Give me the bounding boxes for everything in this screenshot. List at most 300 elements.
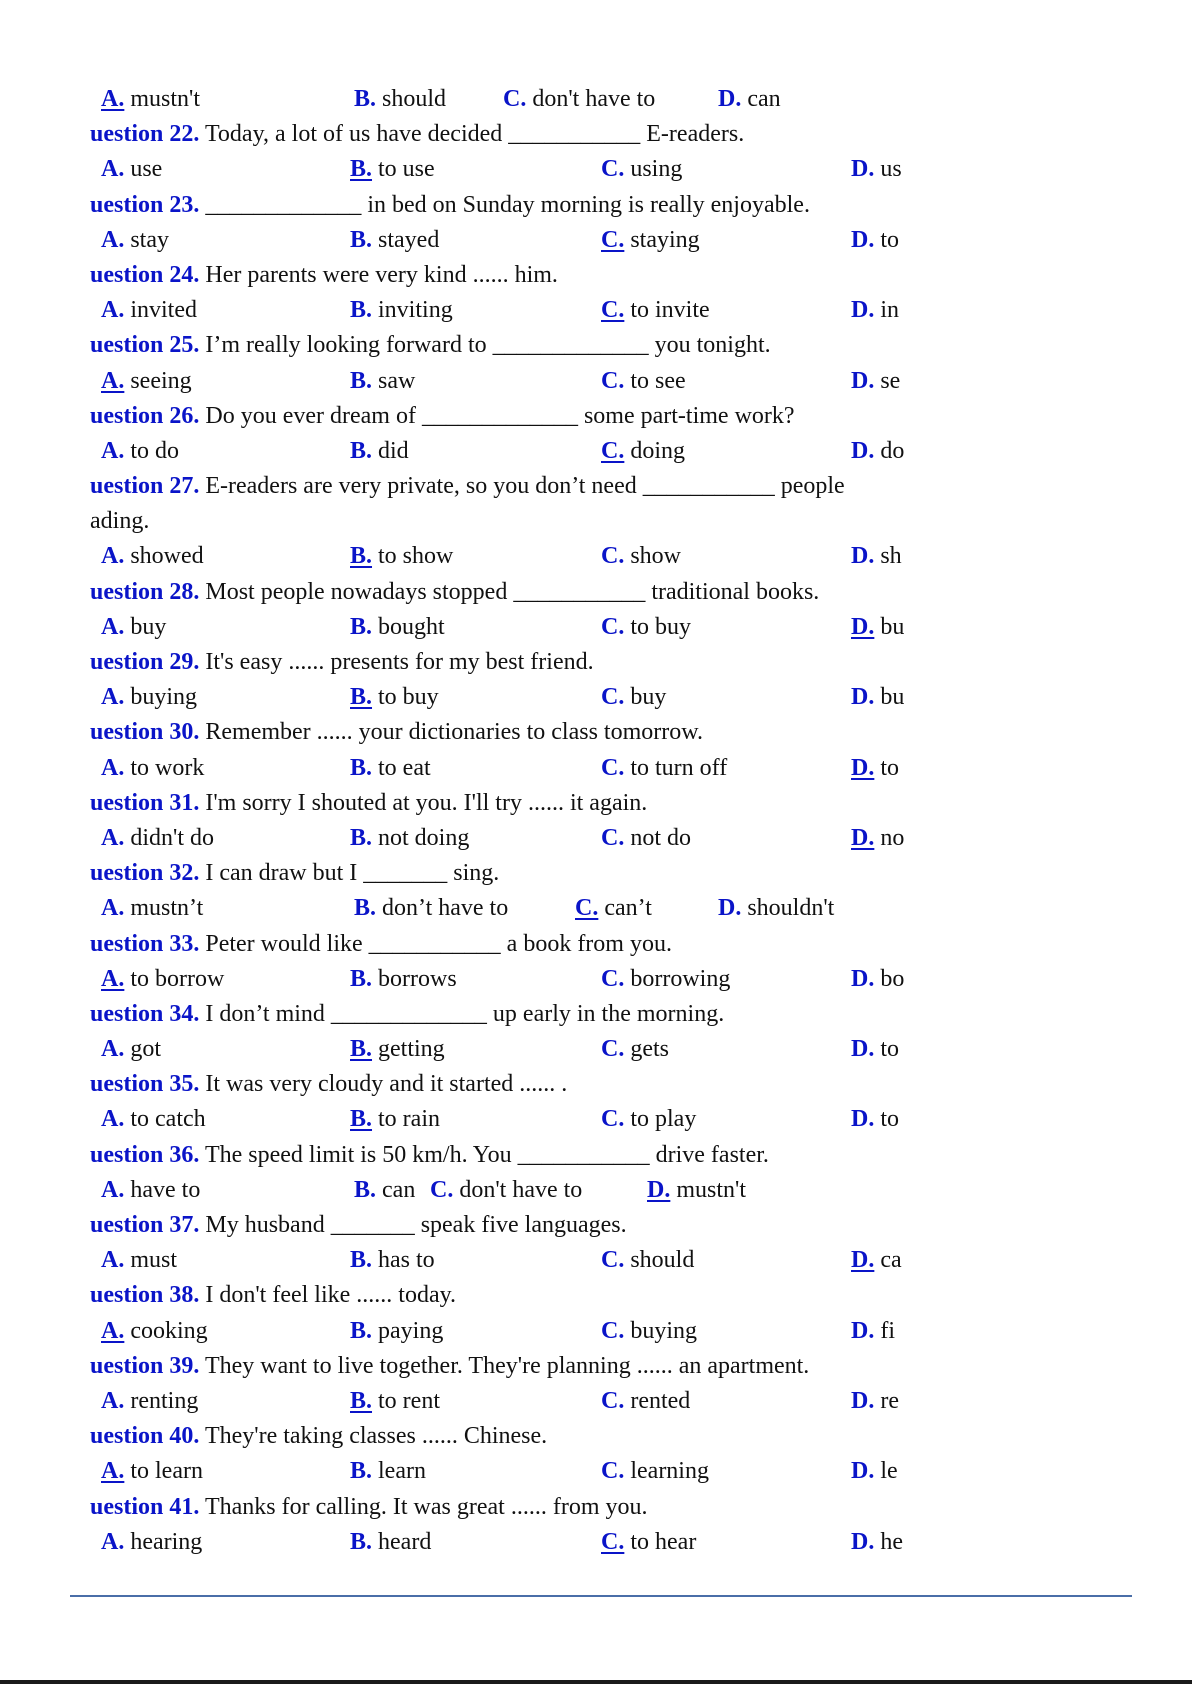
option-d[interactable] [851, 293, 899, 328]
option-letter: B. [354, 895, 377, 922]
option-letter: A. [101, 367, 125, 394]
option-c[interactable] [601, 1384, 690, 1419]
option-d[interactable] [851, 1032, 899, 1067]
option-b[interactable] [350, 1314, 443, 1349]
option-letter: C. [601, 543, 625, 570]
option-letter: B. [350, 1036, 373, 1063]
option-letter: B. [350, 1458, 373, 1485]
option-text: stayed [378, 226, 440, 253]
option-text: mustn't [130, 86, 201, 112]
option-letter: B. [350, 367, 373, 394]
question-number: uestion 23. [90, 191, 200, 218]
options-row [0, 891, 1192, 926]
option-a[interactable] [101, 1102, 206, 1137]
option-letter: C. [601, 437, 625, 464]
option-d[interactable] [851, 962, 904, 997]
option-text: show [630, 543, 682, 570]
option-b[interactable] [350, 1384, 440, 1419]
option-a[interactable] [101, 434, 179, 469]
option-text: rented [630, 1387, 691, 1414]
option-c[interactable] [601, 680, 666, 715]
option-letter: A. [101, 1387, 125, 1414]
question-stem: Most people nowadays stopped ___________ traditional books. [205, 578, 820, 605]
option-d[interactable] [851, 1243, 902, 1278]
option-a[interactable] [101, 223, 169, 258]
option-letter: D. [718, 895, 742, 922]
options-row [0, 1384, 1192, 1419]
option-c[interactable] [601, 1525, 696, 1560]
option-text: buying [130, 684, 198, 711]
option-letter: B. [350, 965, 373, 992]
option-b[interactable] [354, 891, 508, 926]
option-letter: A. [101, 613, 125, 640]
option-letter: D. [647, 1176, 671, 1203]
option-text: inviting [378, 297, 453, 324]
question-23 [0, 188, 1192, 223]
option-letter: A. [101, 1528, 125, 1555]
question-number: uestion 34. [90, 1000, 200, 1027]
option-letter: D. [851, 297, 875, 324]
option-text: to rent [378, 1387, 440, 1414]
question-stem: I don’t mind _____________ up early in the morning. [205, 1000, 725, 1027]
option-letter: D. [851, 684, 875, 711]
option-text: invited [130, 297, 197, 324]
options-row [0, 1032, 1192, 1067]
option-letter: C. [601, 965, 625, 992]
option-c[interactable] [601, 434, 685, 469]
option-c[interactable] [601, 821, 691, 856]
options-row [0, 434, 1192, 469]
option-text: to [880, 1036, 900, 1063]
option-text: learn [378, 1458, 426, 1485]
option-text: to play [630, 1106, 697, 1133]
option-b[interactable] [350, 751, 431, 786]
option-text: mustn't [676, 1176, 747, 1203]
option-d[interactable] [851, 152, 902, 187]
option-d[interactable] [851, 1314, 895, 1349]
option-text: shouldn't [747, 895, 835, 922]
question-stem: Thanks for calling. It was great ...... from you. [204, 1493, 648, 1520]
question-stem: _____________ in bed on Sunday morning is really enjoyable. [205, 191, 810, 218]
option-text: got [130, 1036, 162, 1063]
question-28 [0, 575, 1192, 610]
option-letter: D. [851, 543, 875, 570]
option-letter: D. [851, 437, 875, 464]
option-letter: D. [851, 367, 875, 394]
option-letter: D. [851, 824, 875, 851]
option-letter: C. [601, 156, 625, 183]
option-letter: C. [601, 613, 625, 640]
option-c[interactable] [601, 364, 686, 399]
option-b[interactable] [350, 680, 439, 715]
option-b[interactable] [350, 539, 453, 574]
option-text: to work [130, 754, 205, 781]
option-letter: A. [101, 754, 125, 781]
question-27 [0, 469, 1192, 504]
options-row [0, 1102, 1192, 1137]
option-text: to [880, 1106, 900, 1133]
question-stem: Peter would like ___________ a book from you. [205, 930, 672, 957]
option-text: can’t [604, 895, 652, 922]
option-letter: D. [851, 1458, 875, 1485]
option-b[interactable] [350, 1102, 440, 1137]
option-text: renting [130, 1387, 199, 1414]
option-letter: B. [350, 1387, 373, 1414]
option-letter: A. [101, 965, 125, 992]
options-row [0, 751, 1192, 786]
question-30 [0, 715, 1192, 750]
question-37 [0, 1208, 1192, 1243]
option-letter: B. [350, 437, 373, 464]
option-d[interactable] [851, 364, 900, 399]
question-list [0, 117, 1192, 1560]
option-letter: C. [601, 754, 625, 781]
option-d[interactable] [851, 1102, 899, 1137]
question-24 [0, 258, 1192, 293]
option-letter: C. [601, 1036, 625, 1063]
option-letter: A. [101, 543, 125, 570]
option-letter: B. [350, 1247, 373, 1274]
option-d[interactable] [851, 680, 904, 715]
options-row [0, 1243, 1192, 1278]
question-number: uestion 27. [90, 473, 200, 500]
option-text: re [880, 1387, 899, 1414]
option-b[interactable] [350, 962, 457, 997]
option-text: buy [130, 613, 167, 640]
option-text: should [382, 86, 447, 112]
option-letter: C. [601, 1387, 625, 1414]
option-text: paying [378, 1317, 444, 1344]
option-letter: D. [718, 86, 742, 112]
option-text: bo [880, 965, 905, 992]
option-c[interactable] [601, 1454, 709, 1489]
option-c[interactable] [601, 1243, 694, 1278]
option-letter: D. [851, 156, 875, 183]
option-letter: C. [575, 895, 599, 922]
option-text: buying [630, 1317, 698, 1344]
option-letter: C. [601, 684, 625, 711]
option-letter: A. [101, 297, 125, 324]
option-text: heard [378, 1528, 432, 1555]
option-text: learning [630, 1458, 709, 1485]
option-b[interactable] [350, 1525, 431, 1560]
option-d[interactable] [851, 223, 899, 258]
option-c[interactable] [601, 751, 727, 786]
option-letter: B. [350, 613, 373, 640]
option-text: staying [630, 226, 700, 253]
option-letter: C. [601, 1458, 625, 1485]
option-text: to eat [378, 754, 431, 781]
option-letter: C. [430, 1176, 454, 1203]
options-row [0, 821, 1192, 856]
option-b[interactable] [350, 610, 445, 645]
question-stem: Today, a lot of us have decided ___________ E-readers. [204, 121, 745, 148]
option-letter: A. [101, 437, 125, 464]
option-text: bought [378, 613, 445, 640]
option-b[interactable] [350, 1032, 445, 1067]
question-22 [0, 117, 1192, 152]
question-number: uestion 25. [90, 332, 200, 359]
option-text: to buy [378, 684, 439, 711]
option-text: se [880, 367, 901, 394]
option-c[interactable] [575, 891, 652, 926]
option-a[interactable] [101, 680, 197, 715]
option-d[interactable] [851, 1525, 903, 1560]
option-a[interactable] [101, 539, 204, 574]
option-letter: B. [350, 754, 373, 781]
option-letter: C. [601, 824, 625, 851]
question-stem: Her parents were very kind ...... him. [205, 261, 558, 288]
option-a[interactable] [101, 1314, 208, 1349]
option-letter: D. [851, 226, 875, 253]
option-a[interactable] [101, 1384, 198, 1419]
options-row [0, 1173, 1192, 1208]
option-b[interactable] [354, 82, 446, 117]
question-stem: E-readers are very private, so you don’t need ___________ people [205, 473, 845, 500]
option-d[interactable] [851, 821, 904, 856]
question-number: uestion 33. [90, 930, 200, 957]
option-b[interactable] [350, 821, 469, 856]
question-number: uestion 35. [90, 1071, 200, 1098]
option-letter: A. [101, 1036, 125, 1063]
option-text: have to [130, 1176, 201, 1203]
question-number: uestion 40. [90, 1423, 200, 1450]
option-text: to hear [630, 1528, 697, 1555]
option-letter: D. [851, 965, 875, 992]
option-d[interactable] [647, 1173, 746, 1208]
option-a[interactable] [101, 293, 197, 328]
option-a[interactable] [101, 1243, 177, 1278]
question-stem-continuation: ading. [90, 508, 150, 535]
option-b[interactable] [350, 293, 453, 328]
option-text: to buy [630, 613, 692, 640]
option-text: gets [630, 1036, 670, 1063]
option-letter: A. [101, 226, 125, 253]
option-letter: A. [101, 1176, 125, 1203]
question-41 [0, 1490, 1192, 1525]
question-36 [0, 1138, 1192, 1173]
option-text: to [880, 754, 900, 781]
option-d[interactable] [851, 434, 904, 469]
question-number: uestion 37. [90, 1212, 200, 1238]
option-text: saw [378, 367, 416, 394]
option-a[interactable] [101, 610, 166, 645]
option-text: not doing [378, 824, 470, 851]
option-text: to see [630, 367, 686, 394]
option-letter: C. [601, 1528, 625, 1555]
option-letter: B. [350, 824, 373, 851]
option-a[interactable] [101, 364, 192, 399]
question-33 [0, 927, 1192, 962]
options-row [0, 1314, 1192, 1349]
option-d[interactable] [851, 610, 904, 645]
option-b[interactable] [350, 364, 415, 399]
option-b[interactable] [354, 1173, 415, 1208]
footer-divider [70, 1595, 1132, 1597]
question-number: uestion 26. [90, 402, 200, 429]
option-letter: A. [101, 1317, 125, 1344]
option-text: hearing [130, 1528, 203, 1555]
option-c[interactable] [601, 962, 730, 997]
option-c[interactable] [601, 1032, 669, 1067]
option-letter: C. [601, 1317, 625, 1344]
options-row [0, 610, 1192, 645]
option-letter: B. [354, 86, 377, 112]
option-letter: D. [851, 1317, 875, 1344]
option-c[interactable] [601, 223, 700, 258]
question-number: uestion 38. [90, 1282, 200, 1309]
option-letter: C. [601, 1106, 625, 1133]
options-row [0, 152, 1192, 187]
option-letter: B. [350, 156, 373, 183]
option-b[interactable] [350, 1454, 426, 1489]
question-number: uestion 22. [90, 121, 200, 148]
question-stem: My husband _______ speak five languages. [205, 1212, 627, 1238]
option-c[interactable] [601, 539, 681, 574]
option-c[interactable] [601, 1102, 696, 1137]
question-40 [0, 1419, 1192, 1454]
option-d[interactable] [718, 891, 834, 926]
option-b[interactable] [350, 434, 409, 469]
option-d[interactable] [851, 1384, 899, 1419]
option-letter: C. [503, 86, 527, 112]
option-c[interactable] [601, 152, 682, 187]
option-letter: D. [851, 1106, 875, 1133]
worksheet [0, 82, 1192, 1560]
option-a[interactable] [101, 962, 224, 997]
option-text: he [880, 1528, 903, 1555]
option-letter: B. [350, 226, 373, 253]
option-letter: D. [851, 754, 875, 781]
option-text: buy [630, 684, 667, 711]
option-text: use [130, 156, 163, 183]
option-text: not do [630, 824, 692, 851]
option-text: cooking [130, 1317, 208, 1344]
option-a[interactable] [101, 82, 200, 117]
question-stem: I'm sorry I shouted at you. I'll try ...... it again. [205, 789, 648, 816]
options-row [0, 539, 1192, 574]
option-c[interactable] [601, 610, 691, 645]
option-text: to borrow [130, 965, 225, 992]
option-b[interactable] [350, 1243, 435, 1278]
option-a[interactable] [101, 891, 203, 926]
question-stem: They want to live together. They're planning ...... an apartment. [204, 1352, 810, 1379]
option-letter: B. [350, 543, 373, 570]
question-number: uestion 28. [90, 578, 200, 605]
option-text: using [630, 156, 683, 183]
option-d[interactable] [851, 751, 899, 786]
option-text: to learn [130, 1458, 203, 1485]
option-c[interactable] [430, 1173, 582, 1208]
option-text: to do [130, 437, 180, 464]
option-text: to use [378, 156, 435, 183]
question-32 [0, 856, 1192, 891]
option-a[interactable] [101, 1525, 202, 1560]
option-text: stay [130, 226, 170, 253]
option-text: to rain [378, 1106, 440, 1133]
option-text: mustn’t [130, 895, 204, 922]
option-letter: B. [350, 1528, 373, 1555]
question-35 [0, 1067, 1192, 1102]
option-letter: A. [101, 156, 125, 183]
option-letter: A. [101, 1458, 125, 1485]
option-text: must [130, 1247, 178, 1274]
option-a[interactable] [101, 1454, 203, 1489]
option-text: doing [630, 437, 686, 464]
option-c[interactable] [601, 1314, 697, 1349]
option-letter: D. [851, 1387, 875, 1414]
option-letter: C. [601, 367, 625, 394]
option-letter: D. [851, 1528, 875, 1555]
option-a[interactable] [101, 1032, 161, 1067]
question-stem: They're taking classes ...... Chinese. [204, 1423, 548, 1450]
option-text: fi [880, 1317, 896, 1344]
option-a[interactable] [101, 152, 162, 187]
question-stem: It's easy ...... presents for my best friend. [205, 649, 594, 675]
option-a[interactable] [101, 1173, 200, 1208]
option-text: getting [378, 1036, 445, 1063]
option-text: didn't do [130, 824, 215, 851]
option-d[interactable] [851, 539, 902, 574]
option-text: to catch [130, 1106, 206, 1133]
question-number: uestion 32. [90, 860, 200, 887]
option-b[interactable] [350, 152, 435, 187]
question-stem: Remember ...... your dictionaries to class tomorrow. [205, 719, 704, 746]
option-letter: B. [350, 684, 373, 711]
question-number: uestion 39. [90, 1352, 200, 1379]
question-stem: Do you ever dream of _____________ some part-time work? [205, 402, 795, 429]
question-number: uestion 30. [90, 719, 200, 746]
question-38 [0, 1278, 1192, 1313]
option-text: can [747, 86, 781, 112]
option-a[interactable] [101, 751, 204, 786]
option-text: ca [880, 1247, 902, 1274]
option-text: us [880, 156, 902, 183]
option-text: can [382, 1176, 416, 1203]
question-26 [0, 399, 1192, 434]
question-number: uestion 41. [90, 1493, 200, 1520]
option-text: to invite [630, 297, 710, 324]
question-29 [0, 645, 1192, 680]
option-d[interactable] [851, 1454, 898, 1489]
option-c[interactable] [503, 82, 655, 117]
option-text: should [630, 1247, 695, 1274]
options-row [0, 1525, 1192, 1560]
option-c[interactable] [601, 293, 710, 328]
question-39 [0, 1349, 1192, 1384]
option-text: bu [880, 684, 905, 711]
option-b[interactable] [350, 223, 439, 258]
option-letter: D. [851, 1036, 875, 1063]
option-text: borrowing [630, 965, 731, 992]
question-stem: I don't feel like ...... today. [205, 1282, 457, 1309]
question-stem: I can draw but I _______ sing. [205, 860, 500, 887]
question-stem: I’m really looking forward to _____________ you tonight. [205, 332, 771, 359]
option-a[interactable] [101, 821, 214, 856]
question-stem: The speed limit is 50 km/h. You ___________ drive faster. [204, 1141, 769, 1168]
option-letter: C. [601, 297, 625, 324]
option-text: in [880, 297, 900, 324]
question-31 [0, 786, 1192, 821]
option-d[interactable] [718, 82, 781, 117]
options-row [0, 293, 1192, 328]
question-number: uestion 29. [90, 649, 200, 675]
option-text: bu [880, 613, 905, 640]
option-text: don't have to [532, 86, 656, 112]
option-text: borrows [378, 965, 457, 992]
option-text: to turn off [630, 754, 728, 781]
question-34 [0, 997, 1192, 1032]
